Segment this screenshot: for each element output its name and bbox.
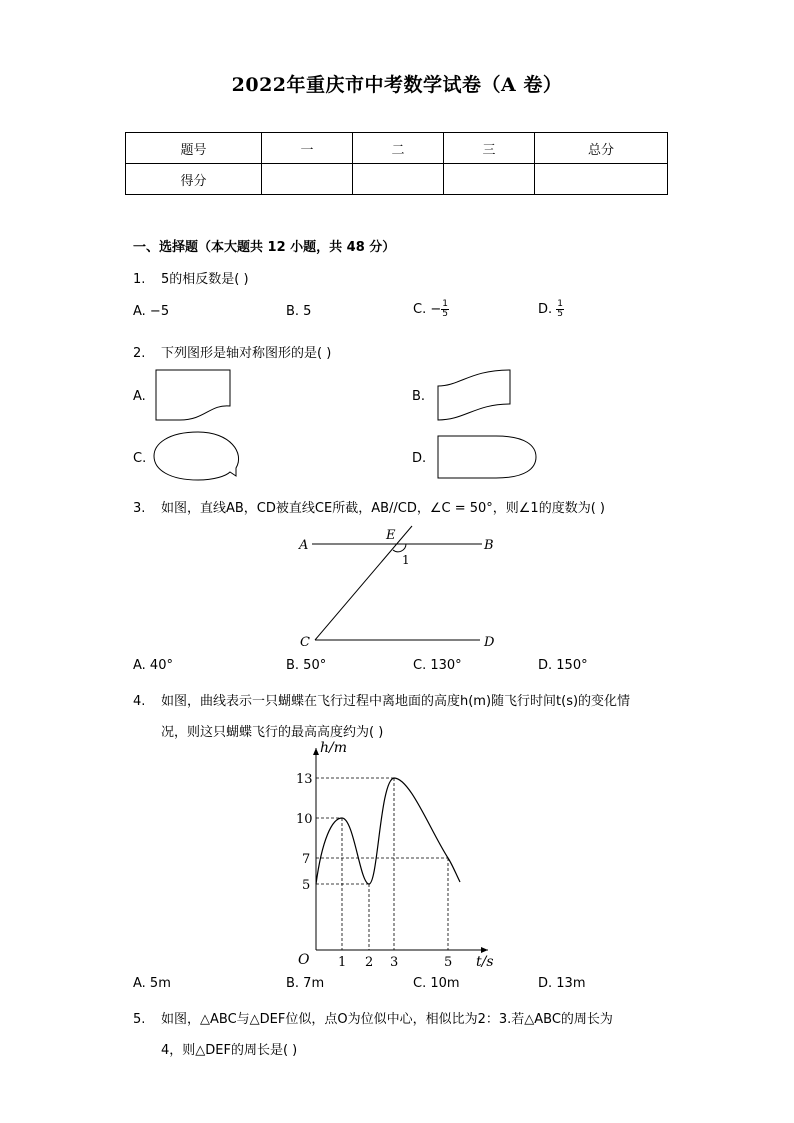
q1-option-b: B. 5 xyxy=(286,304,312,319)
question-number: 5. xyxy=(133,1012,146,1027)
score-table xyxy=(125,132,668,195)
question-4 xyxy=(133,690,630,709)
guide-lines xyxy=(316,778,448,950)
q2-shape-a xyxy=(150,368,240,424)
question-text: 如图，曲线表示一只蝴蝶在飞行过程中离地面的高度h(m)随飞行时间t(s)的变化情 xyxy=(161,694,631,709)
option-prefix: C. − xyxy=(413,302,442,317)
header-cell: 一 xyxy=(262,133,353,164)
question-number: 2. xyxy=(133,346,146,361)
label-e: E xyxy=(386,528,396,543)
q4-option-b: B. 7m xyxy=(286,976,325,991)
page-title: 2022年重庆市中考数学试卷（A 卷） xyxy=(231,74,563,96)
q2-label-b: B. xyxy=(412,389,426,404)
question-3 xyxy=(133,497,605,516)
option-prefix: D. xyxy=(538,302,557,317)
y-tick: 7 xyxy=(302,852,311,867)
label-1: 1 xyxy=(402,553,410,567)
q3-option-a: A. 40° xyxy=(133,658,173,673)
q4-option-c: C. 10m xyxy=(413,976,460,991)
question-5-line2: 4，则△DEF的周长是( ) xyxy=(161,1043,298,1058)
q3-figure xyxy=(290,522,510,652)
question-number: 3. xyxy=(133,501,146,516)
fraction xyxy=(556,300,564,319)
q1-option-a: A. −5 xyxy=(133,304,170,319)
q1-option-c xyxy=(413,300,449,319)
label-a: A xyxy=(299,538,309,553)
denominator: 5 xyxy=(557,309,564,319)
score-table-row xyxy=(126,164,668,195)
question-1 xyxy=(133,268,249,287)
y-tick: 13 xyxy=(296,772,313,787)
question-2 xyxy=(133,342,331,361)
score-cell xyxy=(535,164,668,195)
question-4-line2: 况，则这只蝴蝶飞行的最高高度约为( ) xyxy=(161,725,384,740)
header-cell: 二 xyxy=(353,133,444,164)
header-cell: 题号 xyxy=(126,133,262,164)
question-number: 1. xyxy=(133,272,146,287)
q4-option-d: D. 13m xyxy=(538,976,586,991)
question-5 xyxy=(133,1008,613,1027)
x-tick: 3 xyxy=(390,955,399,970)
denominator: 5 xyxy=(442,309,448,319)
y-axis-label: h/m xyxy=(320,740,348,756)
question-text: 如图，△ABC与△DEF位似，点O为位似中心，相似比为2：3.若△ABC的周长为 xyxy=(161,1012,613,1027)
q2-shape-b xyxy=(430,368,520,424)
score-cell xyxy=(262,164,353,195)
q4-graph xyxy=(280,740,510,972)
x-axis-label: t/s xyxy=(476,954,494,970)
x-tick: 2 xyxy=(365,955,374,970)
question-text: 下列图形是轴对称图形的是( ) xyxy=(161,346,332,361)
q3-option-b: B. 50° xyxy=(286,658,327,673)
numerator: 1 xyxy=(557,299,564,309)
q2-shape-c xyxy=(150,428,250,484)
score-cell xyxy=(444,164,535,195)
x-axis-arrow xyxy=(481,947,488,953)
line-ce xyxy=(315,526,412,640)
question-text: 5的相反数是( ) xyxy=(161,272,249,287)
y-tick: 10 xyxy=(296,812,313,827)
label-b: B xyxy=(484,538,494,553)
angle-arc xyxy=(393,544,406,552)
x-tick: 1 xyxy=(338,955,347,970)
label-c: C xyxy=(300,635,310,650)
q2-label-c: C. xyxy=(133,451,147,466)
q4-option-a: A. 5m xyxy=(133,976,171,991)
q3-option-c: C. 130° xyxy=(413,658,462,673)
q2-label-d: D. xyxy=(412,451,427,466)
q2-shape-d xyxy=(436,434,546,482)
score-table-header-row xyxy=(126,133,668,164)
numerator: 1 xyxy=(442,299,448,309)
q2-label-a: A. xyxy=(133,389,146,404)
x-tick: 5 xyxy=(444,955,453,970)
height-curve xyxy=(316,778,460,884)
q1-option-d xyxy=(538,300,564,319)
y-axis-arrow xyxy=(313,748,319,755)
header-cell: 总分 xyxy=(535,133,668,164)
y-tick: 5 xyxy=(302,878,311,893)
label-d: D xyxy=(484,635,495,650)
score-cell xyxy=(353,164,444,195)
fraction xyxy=(441,300,449,319)
header-cell: 三 xyxy=(444,133,535,164)
section-heading: 一、选择题（本大题共 12 小题，共 48 分） xyxy=(133,240,396,255)
question-text: 如图，直线AB，CD被直线CE所截，AB//CD，∠C = 50°，则∠1的度数为( ) xyxy=(161,501,605,516)
q3-option-d: D. 150° xyxy=(538,658,588,673)
row-label: 得分 xyxy=(126,164,262,195)
origin-label: O xyxy=(298,952,310,968)
question-number: 4. xyxy=(133,694,146,709)
